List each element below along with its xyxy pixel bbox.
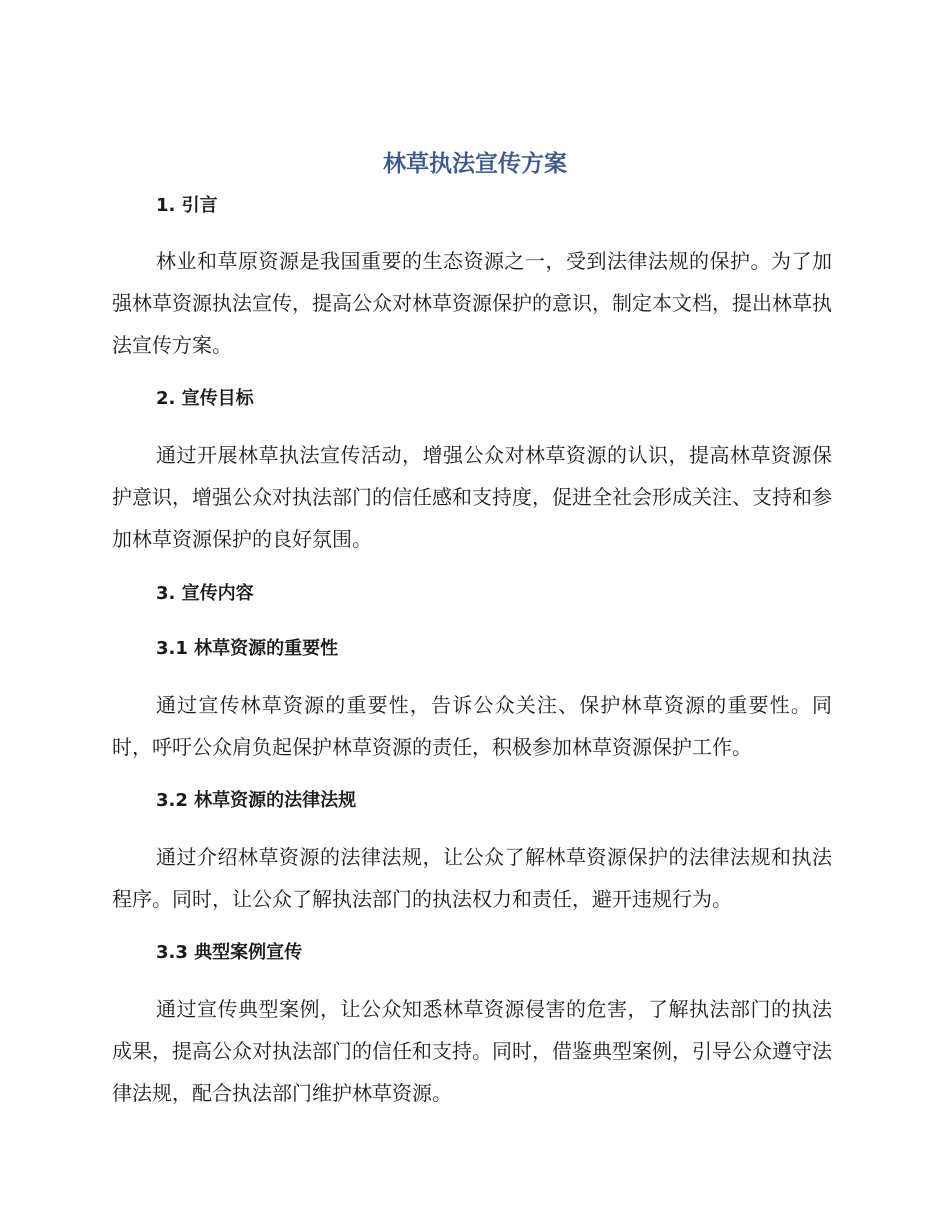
section-paragraph-importance: 通过宣传林草资源的重要性，告诉公众关注、保护林草资源的重要性。同时，呼吁公众肩负起保护林草资源的责任，积极参加林草资源保护工作。	[112, 693, 832, 759]
section-paragraph-laws: 通过介绍林草资源的法律法规，让公众了解林草资源保护的法律法规和执法程序。同时，让公众了解执法部门的执法权力和责任，避开违规行为。	[112, 845, 832, 911]
section-paragraph-cases: 通过宣传典型案例，让公众知悉林草资源侵害的危害，了解执法部门的执法成果，提高公众对执法部门的信任和支持。同时，借鉴典型案例，引导公众遵守法律法规，配合执法部门维护林草资源。	[112, 997, 832, 1105]
section-heading-cases: 3.3 典型案例宣传	[156, 942, 303, 963]
section-heading-introduction: 1. 引言	[156, 195, 218, 216]
section-paragraph-goals: 通过开展林草执法宣传活动，增强公众对林草资源的认识，提高林草资源保护意识，增强公众对执法部门的信任感和支持度，促进全社会形成关注、支持和参加林草资源保护的良好氛围。	[112, 443, 832, 551]
section-heading-content: 3. 宣传内容	[156, 583, 254, 604]
section-heading-goals: 2. 宣传目标	[156, 388, 254, 409]
section-heading-laws: 3.2 林草资源的法律法规	[156, 790, 357, 811]
document-title: 林草执法宣传方案	[383, 151, 567, 177]
section-paragraph-introduction: 林业和草原资源是我国重要的生态资源之一，受到法律法规的保护。为了加强林草资源执法宣传，提高公众对林草资源保护的意识，制定本文档，提出林草执法宣传方案。	[112, 249, 832, 357]
section-heading-importance: 3.1 林草资源的重要性	[156, 638, 339, 659]
